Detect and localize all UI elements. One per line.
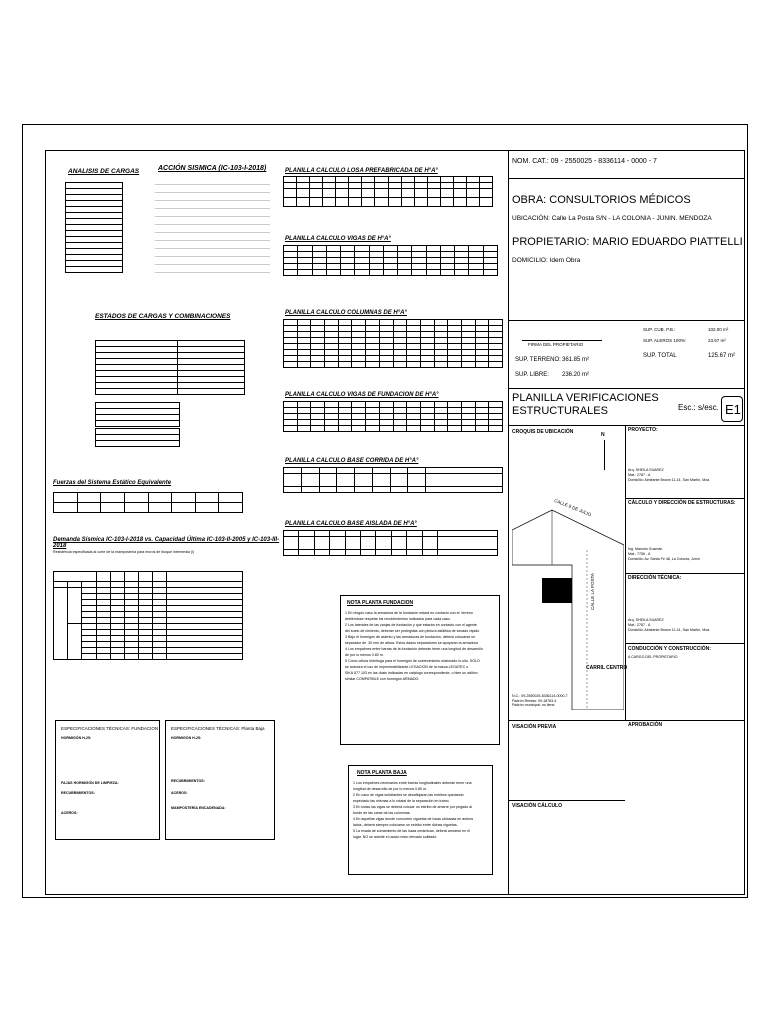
sup-aleros-label: SUP. ALEROS 100%:	[643, 338, 687, 343]
columnas-table	[283, 319, 503, 368]
conduccion-text: A CARGO DEL PROPIETARIO	[628, 655, 678, 659]
accion-title: ACCIÓN SISMICA (IC-103-I-2018)	[158, 165, 267, 172]
nota-fund-line: de por lo menos 0.80 m.	[345, 653, 384, 657]
nota-fund-title: NOTA PLANTA FUNDACION	[347, 600, 414, 606]
escala: Esc.: s/esc.	[678, 403, 719, 412]
sup-total-val: 125.67 m²	[708, 353, 736, 359]
nota-fund-body	[345, 610, 497, 682]
columnas-title: PLANILLA CALCULO COLUMNAS DE H°A°	[285, 310, 407, 316]
nc-text: N.C.: 09-2550025-8336114-0000-7 Padrón Rentas: 09-18763-4 Padrón municipal: no tiene	[512, 694, 568, 707]
esp-fund-fajas: FAJAS HORMIGÓN DE LIMPIEZA:	[61, 781, 119, 785]
demanda-table	[53, 571, 243, 660]
nota-pb-line: 3 En todas las vigas se deberá colocar un estribo de amarre por pegado al	[353, 805, 472, 809]
domicilio: DOMICILIO: Idem Obra	[512, 257, 581, 264]
site-plan	[512, 490, 624, 710]
nota-fund-line: 4 Los empalmes entre barras de la fundación deberán tener una longitud de desarrollo	[345, 647, 483, 651]
proyecto-label: PROYECTO:	[628, 427, 658, 433]
nom-cat: NOM. CAT.: 09 - 2550025 - 8336114 - 0000 - 7	[512, 158, 657, 165]
base-corrida-title: PLANILLA CALCULO BASE CORRIDA DE H°A°	[285, 458, 419, 464]
north-arrow	[604, 440, 605, 470]
esp-pb-title: ESPECIFICACIONES TÉCNICAS: Planta Baja	[171, 726, 265, 731]
nota-pb-line: borde de las caras de las columnas.	[353, 811, 411, 815]
nota-pb-body	[353, 780, 491, 840]
esp-fund-title: ESPECIFICACIONES TÉCNICAS: FUNDACION	[61, 726, 159, 731]
cargas-title: ANALISIS DE CARGAS	[68, 168, 140, 175]
combinaciones-table-2	[95, 428, 180, 447]
croquis-label: CROQUIS DE UBICACIÓN	[512, 429, 574, 435]
losa-title: PLANILLA CALCULO LOSA PREFABRICADA DE H°A°	[285, 168, 438, 174]
combinaciones-table-1	[95, 402, 180, 427]
calculo-label: CÁLCULO Y DIRECCIÓN DE ESTRUCTURAS:	[628, 500, 736, 506]
nota-pb-line: especiado las mismas a lo rotatal de la separación en tramo.	[353, 799, 450, 803]
nota-pb-line: 4 En aquellas vigas donde concurren viguetas de losas ubicadas en ambos	[353, 817, 474, 821]
sup-total-label: SUP. TOTAL	[643, 353, 677, 359]
losa-table	[283, 176, 493, 207]
demanda-note: Resistencia especificada al corte de la mampostería para muros de bloque intermedia (i)	[53, 550, 195, 554]
aprobacion: APROBACIÓN	[628, 722, 663, 728]
esp-pb-mamposteria: MAMPOSTERÍA ENCADENADA:	[171, 806, 226, 810]
nota-pb-title: NOTA PLANTA BAJA	[357, 770, 407, 776]
esp-fund-h25: HORMIGÓN H-25:	[61, 736, 92, 740]
firma-propietario: FIRMA DEL PROPIETARIO	[528, 342, 584, 347]
base-corrida-table	[283, 467, 503, 493]
carril-centro: CARRIL CENTRO	[586, 665, 628, 671]
lamina: E1	[725, 402, 741, 417]
calculo-text: Ing. Marcelo Guzmán Mat.: 7756 - A Domicilio: Av. Santa Fe 48, La Colonia, Junín	[628, 547, 700, 561]
estados-title: ESTADOS DE CARGAS Y COMBINACIONES	[95, 313, 231, 320]
nota-pb-line: 1 Los empalmes necesarios entre barras longitudinales deberán tener una	[353, 781, 472, 785]
esp-pb-aceros: ACEROS:	[171, 791, 188, 795]
nota-fund-line: separador de .30 mm de altura. Estos dados separadores se apoyarán la armadura	[345, 641, 478, 645]
sup-libre-label: SUP. LIBRE:	[515, 372, 549, 378]
sup-aleros-val: 23.67 m²	[708, 338, 726, 343]
norte-label: N	[601, 432, 605, 438]
lamina-box	[721, 396, 743, 422]
fuerzas-table	[53, 492, 243, 513]
proyecto-text: Arq. SHEILA SUAREZ Mat.: 2787 - A Domicilio: Almirante Brown 11-41, San Martín, Mza.	[628, 468, 711, 482]
esp-pb-h25: HORMIGÓN H-25:	[171, 736, 202, 740]
vigas-fund-title: PLANILLA CALCULO VIGAS DE FUNDACION DE H°A°	[285, 392, 439, 398]
nota-fund-line: 1 En ningún caso la armadura de la fundación estará en contacto con el. terreno	[345, 611, 473, 615]
esp-planta-baja-box	[165, 720, 275, 840]
nota-fund-line: 3 Bajo el hormigón de asiento y las armaduras de fundación, deberá colocarse un	[345, 635, 476, 639]
accion-text-block	[155, 180, 270, 290]
sup-cub-label: SUP. CUB. P.B.:	[643, 327, 676, 332]
esp-pb-recub: RECUBRIMIENTOS:	[171, 779, 205, 783]
nota-pb-line: 2 En caso de vigas solicitantes se desaflojaran las estribos quedando	[353, 793, 464, 797]
nota-pb-line: lugar. NO se admite el usado resto elevado solidado.	[353, 835, 438, 839]
esp-fund-aceros: ACEROS:	[61, 811, 78, 815]
esp-fund-recub: RECUBRIMIENTOS:	[61, 791, 95, 795]
direccion-text: Arq. SHEILA SUAREZ Mat.: 2787 - A Domicilio: Almirante Brown 11-41, San Martín, Mza.	[628, 618, 711, 632]
visacion-calculo: VISACIÓN CÁLCULO	[512, 803, 562, 809]
obra: OBRA: CONSULTORIOS MÉDICOS	[512, 194, 691, 206]
nota-fund-line: SIKA 577 103 en las dosis indicadas en catálogo correspondiente, o bien un aditivo	[345, 671, 478, 675]
cargas-table	[65, 182, 123, 273]
nota-pb-line: longitud de desarrollo de por lo menos 0.80 m.	[353, 787, 428, 791]
calle-la-posta: CALLE LA POSTA	[590, 573, 595, 610]
nota-fund-line: debiéndose respetar los recubrimientos indicados para cada caso.	[345, 617, 451, 621]
nota-fundacion-box	[340, 595, 500, 745]
nota-pb-line: 5 La evada de sumamiento de las losas cerámicas, deberá armarse en el	[353, 829, 470, 833]
visacion-previa: VISACIÓN PREVIA	[512, 724, 557, 730]
vigas-table	[283, 245, 498, 276]
nota-fund-line: del suelo de cimiento, deberán ser protegidas con pintura asfáltica de secado rápido	[345, 629, 480, 633]
sup-cub-val: 102.00 m²	[708, 327, 729, 332]
base-aislada-table	[283, 530, 498, 556]
sup-libre-val: 236.20 m²	[562, 372, 590, 378]
nota-fund-line: se autoriza el uso de impermeabilizante LEGACION de la marca LEGATEC o	[345, 665, 469, 669]
estados-table	[95, 340, 245, 395]
vigas-fund-table	[283, 401, 503, 432]
nota-pb-line: lados, deberá siempre colocarse un estribo entre dichas viguetas.	[353, 823, 458, 827]
vigas-title: PLANILLA CALCULO VIGAS DE H°A°	[285, 236, 391, 242]
base-aislada-title: PLANILLA CALCULO BASE AISLADA DE H°A°	[285, 521, 417, 527]
calle-9-julio: CALLE 9 DE JULIO	[553, 497, 593, 518]
nota-planta-baja-box	[348, 765, 493, 875]
nota-fund-line: 5 Como célula hidrófuga para el hormigón de sobrecimiento elaborado in-situ, SÓLO	[345, 659, 480, 663]
sup-terreno-val: 361.85 m²	[562, 357, 590, 363]
propietario: PROPIETARIO: MARIO EDUARDO PIATTELLI	[512, 236, 743, 248]
nota-fund-line: 2 Los laterales de las zanjas de fundación y que estarán en contacto con el agente	[345, 623, 477, 627]
nota-fund-line: similar COMPATIBLE con hormigón ARMADO.	[345, 677, 420, 681]
planilla-title: PLANILLA VERIFICACIONES ESTRUCTURALES	[512, 392, 659, 417]
direccion-label: DIRECCIÓN TÉCNICA:	[628, 575, 682, 581]
esp-fundacion-box	[55, 720, 160, 840]
conduccion-label: CONDUCCIÓN Y CONSTRUCCIÓN:	[628, 646, 711, 652]
demanda-title: Demanda Sísmica IC-103-I-2018 vs. Capacidad Última IC-103-II-2005 y IC-103-III-2018	[53, 537, 280, 549]
sup-terreno-label: SUP. TERRENO:	[515, 357, 561, 363]
fuerzas-title: Fuerzas del Sistema Estático Equivalente	[53, 480, 172, 486]
ubicacion: UBICACIÓN: Calle La Posta S/N - LA COLONIA - JUNIN. MENDOZA	[512, 215, 712, 222]
